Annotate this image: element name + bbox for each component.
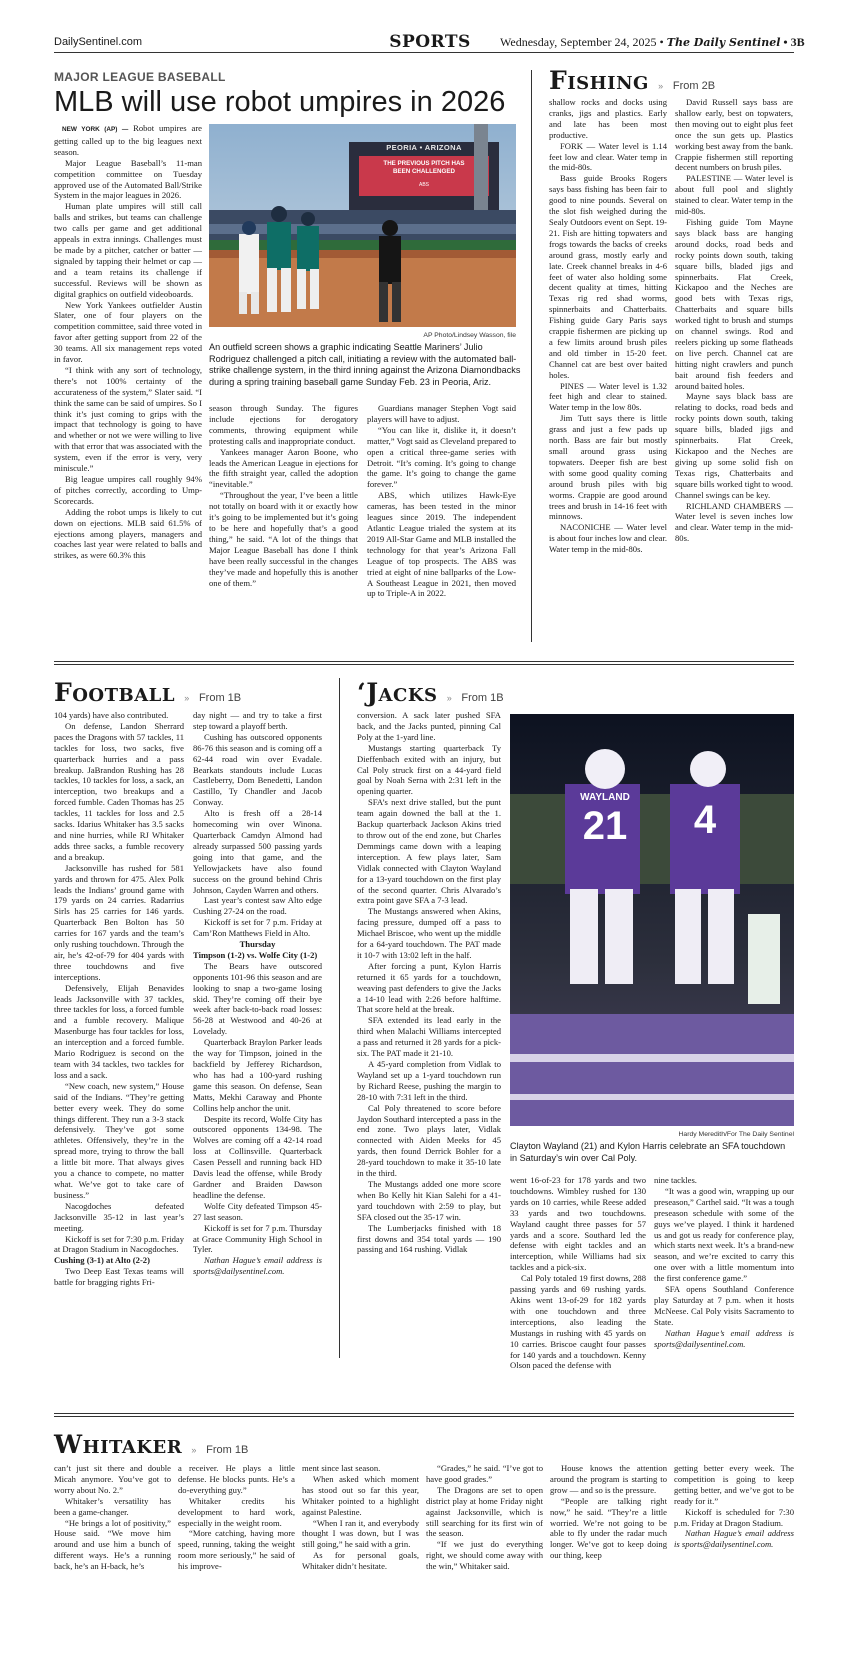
whitaker-col-2 — [178, 1463, 295, 1573]
paragraph: Defensively, Elijah Benavides leads Jacksonville with 37 tackles, three tackles for loss, a forced fumble and a fumble recovery. Malique Masenburge has four tackles for loss, an interception and a forced fumble. Mario Rodriguez is second on the team with 34 tackles, two tackles for loss and a sack. — [54, 982, 184, 1080]
paragraph: The Lumberjacks finished with 18 first downs and 354 total yards — 190 passing and 164 rushing. Vidlak — [357, 1222, 501, 1255]
mlb-kicker: MAJOR LEAGUE BASEBALL — [54, 70, 226, 84]
paragraph: “New coach, new system,” House said of the Indians. “They’re getting better every week. They do some things different. They run a 3-3 stack defensively. They’ve got some athletes. Offensively, they’re in the spread more, trying to throw the ball a little bit more. That always gives you a chance to compete, no matter what. We’ve got to take care of business.” — [54, 1080, 184, 1200]
subhead: Thursday — [239, 939, 276, 950]
lead: Robot umpires are getting called up to the big leagues next season. — [54, 123, 202, 157]
paragraph: Whitaker’s versatility has been a game-changer. — [54, 1495, 171, 1517]
paragraph: “He brings a lot of positivity,” House said. “We move him around and use him a bunch of different ways. He’s a running back, he’s an H-back, he’s — [54, 1517, 171, 1572]
paragraph: Quarterback Braylon Parker leads the way for Timpson, joined in the backfield by Jefferey Richardson, who has had a 100-yard rushing game this season. On defense, Sean Matts, Mekhi Caraway and Phonte Collins help anchor the unit. — [193, 1037, 322, 1113]
arrow-icon: » — [446, 693, 453, 703]
date-text: Wednesday, September 24, 2025 • — [500, 35, 664, 49]
football-col-1 — [54, 710, 184, 1350]
jacks-col-3 — [654, 1175, 794, 1358]
column-divider — [531, 70, 532, 642]
fishing-title-text: Fishing — [549, 66, 649, 95]
header-rule — [54, 52, 794, 53]
paragraph: Nacogdoches defeated Jacksonville 35-12 in last year’s meeting. — [54, 1200, 184, 1233]
arrow-icon: » — [184, 693, 190, 703]
paragraph: can’t just sit there and double Micah anymore. You’ve got to worry about No. 2.” — [54, 1463, 171, 1495]
paragraph: Kickoff is scheduled for 7:30 p.m. Friday at Dragon Stadium. — [674, 1506, 794, 1528]
paragraph: As for personal goals, Whitaker didn’t hesitate. — [302, 1550, 419, 1572]
paragraph: day night — and try to take a first step toward a playoff berth. — [193, 710, 322, 731]
paragraph: PALESTINE — Water level is about full pool and slightly stained to clear. Water temp in the mid-80s. — [675, 173, 793, 217]
section-title: SPORTS — [389, 32, 471, 52]
whitaker-col-5 — [550, 1463, 667, 1573]
paragraph: Whitaker credits his development to hard work, especially in the weight room. — [178, 1495, 295, 1528]
paragraph: 104 yards) have also contributed. — [54, 710, 169, 720]
paragraph: Bass guide Brooks Rogers says bass fishing has been fair to good to nine pounds. Several on the slot fish weighed during the Sealy Outdoors event on Sept. 19-21. Fish are hitting topwaters and frogs towards the backs of creeks around grass, mostly early and late. Creek channel breaks in 4-6 feet of water also holding some decent quality at times, hitting Texas rig red shad worms, spinnerbaits and Chatterbaits. Fishing guide Gary Paris says crappie fishermen are picking up a few limits around brush piles and old timber in 15-20 feet. Channel cat are best over baited holes. — [549, 173, 667, 380]
mlb-headline: MLB will use robot umpires in 2026 — [54, 86, 506, 118]
paragraph: Guardians manager Stephen Vogt said players will have to adjust. — [367, 403, 516, 424]
jacks-photo — [510, 714, 794, 1126]
paragraph: Jim Tutt says there is little grass and just a few pads up north. Bass are fair but mostly small around grass using topwaters. Deeper fish are best with some good quality coming around brush piles with big worms. Crappie are good around trees and brush in 14-16 feet with minnows. — [549, 413, 667, 522]
jacks-title-text: ‘Jacks — [357, 678, 438, 707]
paragraph: When asked which moment has stood out so far this year, Whitaker pointed to a highlight against Palestine. — [302, 1473, 419, 1517]
section-rule — [54, 1413, 794, 1414]
paragraph: SFA extended its lead early in the third when Malachi Williams intercepted a pass and returned it 28 yards for a pick-six. The PAT made it 21-10. — [357, 1015, 501, 1059]
paragraph: “More catching, having more speed, running, taking the weight room more seriously,” he said of his improve- — [178, 1528, 295, 1572]
mlb-photo-credit: AP Photo/Lindsey Wasson, file — [423, 332, 516, 339]
jersey-number: 4 — [693, 798, 717, 842]
page-number: • 3B — [783, 35, 805, 49]
author-email: Nathan Hague’s email address is sports@dailysentinel.com. — [193, 1255, 322, 1277]
football-col-2 — [193, 710, 322, 1350]
paragraph: Kickoff is set for 7 p.m. Thursday at Grace Community High School in Tyler. — [193, 1222, 322, 1255]
paragraph: nine tackles. — [654, 1175, 697, 1185]
paragraph: After forcing a punt, Kylon Harris returned it 65 yards for a touchdown, weaving past defenders to give the Jacks a 14-10 lead with 2:26 before halftime. That score held at the break. — [357, 960, 501, 1015]
paragraph: Cal Poly threatened to score before Jaydon Southard intercepted a pass in the end zone. Two plays later, Vidlak connected with Aiden Meeks for 45 yards, then found Derrick Bohler for a 28-yard touchdown to make it 35-10 late in the third. — [357, 1102, 501, 1179]
paragraph: “You can like it, dislike it, it doesn’t matter,” Vogt said as Cleveland prepared to open a critical three-game series with Detroit. “It’s coming. It’s going to change the game. It’s going to change the game forever.” — [367, 424, 516, 490]
subhead: Cushing (3-1) at Alto (2-2) — [54, 1255, 150, 1266]
paragraph: “It was a good win, wrapping up our preseason,” Carthel said. “It was a tough preseason schedule with some of the guys we’ve played. I think it hardened us and got us ready for conference play, which starts next week. It’s a brand-new season, and we’re excited to carry this one over with a little momentum into the first conference game.” — [654, 1185, 794, 1284]
football-photo — [510, 714, 794, 1126]
football-from: From 1B — [198, 692, 242, 704]
paragraph: SFA’s next drive stalled, but the punt team again downed the ball at the 1. Backup quarterback Jackson Akins tried to throw out of the end zone, but Charles Demmings came down with a leaping interception. A few plays later, Sam Vidlak connected with Clayton Wayland for a 13-yard touchdown on the first play of the second quarter. Chris Alvarado’s extra point gave SFA a 7-3 lead. — [357, 797, 501, 906]
author-email: Nathan Hague’s email address is sports@dailysentinel.com. — [674, 1528, 794, 1550]
paragraph: The Mustangs added one more score when Bo Kelly hit Kian Salehi for a 41-yard touchdown with 2:59 to play, but SFA closed out the 35-17 win. — [357, 1178, 501, 1222]
paragraph: David Russell says bass are shallow early, best on topwaters, then moving out to eight plus feet once the sun gets up. Plastics working best away from the bank. Crappie fishermen still reporting decent numbers on brush piles. — [675, 97, 793, 173]
paragraph: House knows the attention around the program is starting to grow — and so is the pressure. — [550, 1463, 667, 1495]
paragraph: went 16-of-23 for 178 yards and two touchdowns. Wimbley rushed for 130 yards on 10 carries, while Reese added 33 yards and two touchdowns. Wayland caught three passes for 57 yards and a score. Southard led the defense with eight tackles and an interception, while Williams had six tackles and a pick-six. — [510, 1175, 646, 1273]
whitaker-col-4 — [426, 1463, 543, 1573]
paragraph: “Throughout the year, I’ve been a little not totally on board with it or exactly how it’s going to be implemented but it’s going to be here and hopefully that’s a good thing,” he said. “A lot of the things that Major League Baseball has done I think have been really successful in the changes they’ve made and hopefully this is another one of them.” — [209, 490, 358, 588]
paragraph: NACONICHE — Water level is about four inches low and clear. Water temp in the mid-80s. — [549, 522, 667, 555]
scoreboard-abs: ABS — [418, 182, 429, 188]
paragraph: Human plate umpires will still call balls and strikes, but teams can challenge two calls per game and get additional appeals in extra innings. Challenges must be made by a pitcher, catcher or batter — signaled by tapping their helmet or cap — and a team retains its challenge if successful. Reviews will be shown as digital graphics on outfield videoboards. — [54, 201, 202, 299]
paragraph: Two Deep East Texas teams will battle for bragging rights Fri- — [54, 1266, 184, 1288]
mlb-photo — [209, 124, 516, 327]
paragraph: Kickoff is set for 7:30 p.m. Friday at Dragon Stadium in Nacogdoches. — [54, 1233, 184, 1255]
whitaker-col-1 — [54, 1463, 171, 1573]
scoreboard-message: THE PREVIOUS PITCH HAS BEEN CHALLENGED — [383, 160, 465, 175]
column-divider — [339, 678, 340, 1358]
paragraph: Mustangs starting quarterback Ty Dieffenbach exited with an injury, but Cal Poly struck first on a 44-yard field goal by Noah Serna with 2:31 left in the opening quarter. — [357, 742, 501, 797]
jersey-name: WAYLAND — [580, 792, 630, 803]
baseball-photo — [209, 124, 516, 327]
paragraph: “When I ran it, and everybody thought I was down, but I was still going,” he said with a grin. — [302, 1517, 419, 1550]
paragraph: The Bears have outscored opponents 101-96 this season and are looking to snap a two-game losing skid. They’re coming off their bye week after back-to-back road losses: 56-28 at Westwood and 40-26 at Lovelady. — [193, 960, 322, 1037]
paragraph: RICHLAND CHAMBERS — Water level is seven inches low and clear. Water temp in the mid-80s. — [675, 500, 793, 544]
paragraph: Alto is fresh off a 28-14 homecoming win over Winona. Quarterback Camdyn Almond had already surpassed 500 passing yards going into that game, and the Yellowjackets have also found success on the ground behind Chris Johnson, Cayden Warren and others. — [193, 808, 322, 895]
paragraph: Kickoff is set for 7 p.m. Friday at Cam’Ron Matthews Field in Alto. — [193, 917, 322, 939]
fishing-from: From 2B — [672, 80, 716, 92]
arrow-icon: » — [658, 81, 664, 91]
paragraph: The Dragons are set to open district play at home Friday night against Jacksonville, which is still searching for its first win of the season. — [426, 1484, 543, 1539]
mlb-col-3 — [367, 403, 516, 643]
paragraph: The Mustangs answered when Akins, facing pressure, dumped off a pass to Michael Briscoe, who went up the middle for a 64-yard touchdown. The PAT made it 10-7 with 13:02 left in the half. — [357, 906, 501, 960]
fishing-title — [549, 66, 715, 95]
paragraph: shallow rocks and docks using cranks, jigs and plastics. Early and late has been most productive. — [549, 97, 667, 140]
paragraph: A 45-yard completion from Vidlak to Wayland set up a 1-yard touchdown run by Richard Reese, pushing the margin to 28-10 with 7:31 left in the third. — [357, 1059, 501, 1102]
dateline: NEW YORK (AP) — — [62, 126, 129, 133]
paragraph: “Grades,” he said. “I’ve got to have good grades.” — [426, 1463, 543, 1484]
football-title — [54, 678, 241, 707]
football-title-text: Football — [54, 678, 175, 707]
fishing-col-1 — [549, 97, 667, 643]
paragraph: Mayne says black bass are relating to docks, road beds and rocky points down south, taking square bills, bladed jigs and spinnerbaits. Flat Creek, Kickapoo and the Neches are giving up some solid fish on Texas rigs, Chatterbaits and square bills worked tight to wood. Channel swings can be key. — [675, 391, 793, 500]
jersey-number: 21 — [582, 804, 628, 848]
whitaker-title — [54, 1430, 248, 1459]
whitaker-title-text: Whitaker — [54, 1430, 183, 1459]
paragraph: getting better every week. The competition is going to keep getting better, and we’ve got to be ready for it.” — [674, 1463, 794, 1506]
paragraph: Cushing has outscored opponents 86-76 this season and is coming off a 62-44 road win over Evadale. Bearkats standouts include Lucas Castleberry, Dom Benedetti, Landon Castillo, Ty Chandler and Jacob Conway. — [193, 731, 322, 808]
paragraph: Despite its record, Wolfe City has outscored opponents 134-98. The Wolves are coming off a 42-14 road loss at Collinsville. Quarterback Casen Pessell and running back HD Davis lead the offense, while Brody Gardner and Braiden Dawson headline the defense. — [193, 1113, 322, 1200]
jacks-photo-caption: Clayton Wayland (21) and Kylon Harris celebrate an SFA touchdown in Saturday’s win over Cal Poly. — [510, 1141, 786, 1163]
fishing-col-2 — [675, 97, 793, 643]
date-line — [500, 35, 805, 50]
paragraph: SFA opens Southland Conference play Saturday at 7 p.m. when it hosts McNeese. Cal Poly visits Sacramento to State. — [654, 1284, 794, 1327]
paragraph: Jacksonville has rushed for 581 yards and thrown for 475. Alex Polk leads the Indians’ ground game with 179 yards on 24 carries. Radarrius Sirls has 25 carries for 146 yards. Quarterback Ben Bolton has 50 carries for 167 yards and the team’s only rushing touchdown. Through the air, he’s 42-of-79 for 404 yards with three touchdowns and five interceptions. — [54, 862, 184, 982]
jacks-col-1 — [357, 710, 501, 1358]
paragraph: Last year’s contest saw Alto edge Cushing 27-24 on the road. — [193, 895, 322, 917]
paragraph: Big league umpires call roughly 94% of pitches correctly, according to Ump-Scorecards. — [54, 474, 202, 506]
paragraph: “People are talking right now,” he said. “They’re a little worried. We’re not going to be able to fly under the radar much longer. We’ve got to keep doing our thing, keep — [550, 1495, 667, 1561]
whitaker-from: From 1B — [206, 1444, 249, 1456]
jacks-title — [357, 678, 504, 707]
paragraph: Yankees manager Aaron Boone, who leads the American League in ejections for the fifth straight year, called the adoption “inevitable.” — [209, 446, 358, 490]
paragraph: Adding the robot umps is likely to cut down on ejections. MLB said 61.5% of ejections among players, managers and coaches last year were related to balls and strikes, as were 60.3% this — [54, 506, 202, 561]
header-site[interactable]: DailySentinel.com — [54, 36, 143, 48]
mlb-photo-caption: An outfield screen shows a graphic indicating Seattle Mariners’ Julio Rodriguez challenged a pitch call, initiating a review with the automated ball-strike challenge system, in the third inning against the Arizona Diamondbacks during a spring training baseball game Sunday Feb. 23 in Peoria, Ariz. — [209, 342, 521, 387]
mlb-col-2 — [209, 403, 358, 643]
paragraph: conversion. A sack later pushed SFA back, and the Jacks punted, pinning Cal Poly at the 1-yard line. — [357, 710, 501, 742]
jacks-col-2 — [510, 1175, 646, 1371]
paper-name: The Daily Sentinel — [666, 36, 781, 49]
paragraph: New York Yankees outfielder Austin Slater, one of four players on the competition committee, said three voted in favor after getting support from 22 of the 30 teams. All six management reps voted in favor. — [54, 299, 202, 365]
paragraph: Fishing guide Tom Mayne says black bass are hanging around docks, road beds and rocky points down south, taking square bills, bladed jigs and spinnerbaits. Flat Creek, Kickapoo and the Neches are good bets with Texas rigs, Chatterbaits and square bills worked tight to brush and stumps on channel swings. Rod and reelers picking up some flatheads on live perch. Channel cat are hitting night crawlers and punch bait around fish feeders and around baited holes. — [675, 216, 793, 391]
paragraph: “I think with any sort of technology, there’s not 100% certainty of the accurateness of the system,” Slater said. “I think the same can be said of umpires. So I think it’s just coming to grips with the impact that technology is going to have and whether or not we were willing to live with that error that was associated with the system, even if the error is very, very miniscule.” — [54, 364, 202, 474]
section-rule — [54, 664, 794, 665]
section-rule — [54, 1416, 794, 1417]
mlb-col-1 — [54, 123, 202, 643]
section-rule — [54, 661, 794, 662]
paragraph: a receiver. He plays a little defense. He blocks punts. He’s a do-everything guy.” — [178, 1463, 295, 1495]
arrow-icon: » — [191, 1445, 197, 1455]
paragraph: On defense, Landon Sherrard paces the Dragons with 57 tackles, 11 tackles for loss, two sacks, five quarterback hurries and a pass breakup. JaBrandon Rushing has 28 tackles, 10 tackles for loss, a sack, an interception, two breakups and a forced fumble. Caden Thomas has 25 tackles, 11 tackles for loss and 2.5 sacks. Idarius Whitaker has 3.5 sacks and nine hurries, while RJ Whitaker adds three sacks, a fumble recovery and a breakup. — [54, 720, 184, 862]
whitaker-col-6 — [674, 1463, 794, 1573]
subhead: Timpson (1-2) vs. Wolfe City (1-2) — [193, 949, 318, 960]
paragraph: ment since last season. — [302, 1463, 381, 1473]
paragraph: “If we just do everything right, we should come away with the win,” Whitaker said. — [426, 1539, 543, 1572]
paragraph: Wolfe City defeated Timpson 45-27 last season. — [193, 1200, 322, 1222]
paragraph: ABS, which utilizes Hawk-Eye cameras, has been tested in the minor leagues since 2019. The independent Atlantic League trialed the system at its 2019 All-Star Game and MLB installed the technology for that year’s Arizona Fall League of top prospects. The ABS was tried at eight of nine ballparks of the Low-A Southeast League in 2021, then moved up to Triple-A in 2022. — [367, 490, 516, 599]
jacks-photo-credit: Hardy Meredith/For The Daily Sentinel — [678, 1131, 794, 1138]
paragraph: PINES — Water level is 1.32 feet high and clear to stained. Water temp in the low 80s. — [549, 380, 667, 413]
stadium-sign: PEORIA • ARIZONA — [386, 143, 462, 152]
whitaker-col-3 — [302, 1463, 419, 1573]
author-email: Nathan Hague’s email address is sports@dailysentinel.com. — [654, 1327, 794, 1349]
jacks-from: From 1B — [461, 692, 504, 704]
paragraph: season through Sunday. The figures include ejections for derogatory comments, throwing equipment while protesting calls and inappropriate conduct. — [209, 403, 358, 446]
paragraph: FORK — Water level is 1.14 feet low and clear. Water temp in the mid-80s. — [549, 140, 667, 173]
paragraph: Cal Poly totaled 19 first downs, 288 passing yards and 69 rushing yards. Akins went 13-of-29 for 182 yards with one touchdown and three interceptions, also leading the Mustangs in rushing with 45 yards on 10 carries. Briscoe caught four passes for 140 yards and a touchdown. Kenny Olson paced the defense with — [510, 1273, 646, 1371]
paragraph: Major League Baseball’s 11-man competition committee on Tuesday approved use of the Automated Ball/Strike System in the major leagues in 2026. — [54, 157, 202, 201]
